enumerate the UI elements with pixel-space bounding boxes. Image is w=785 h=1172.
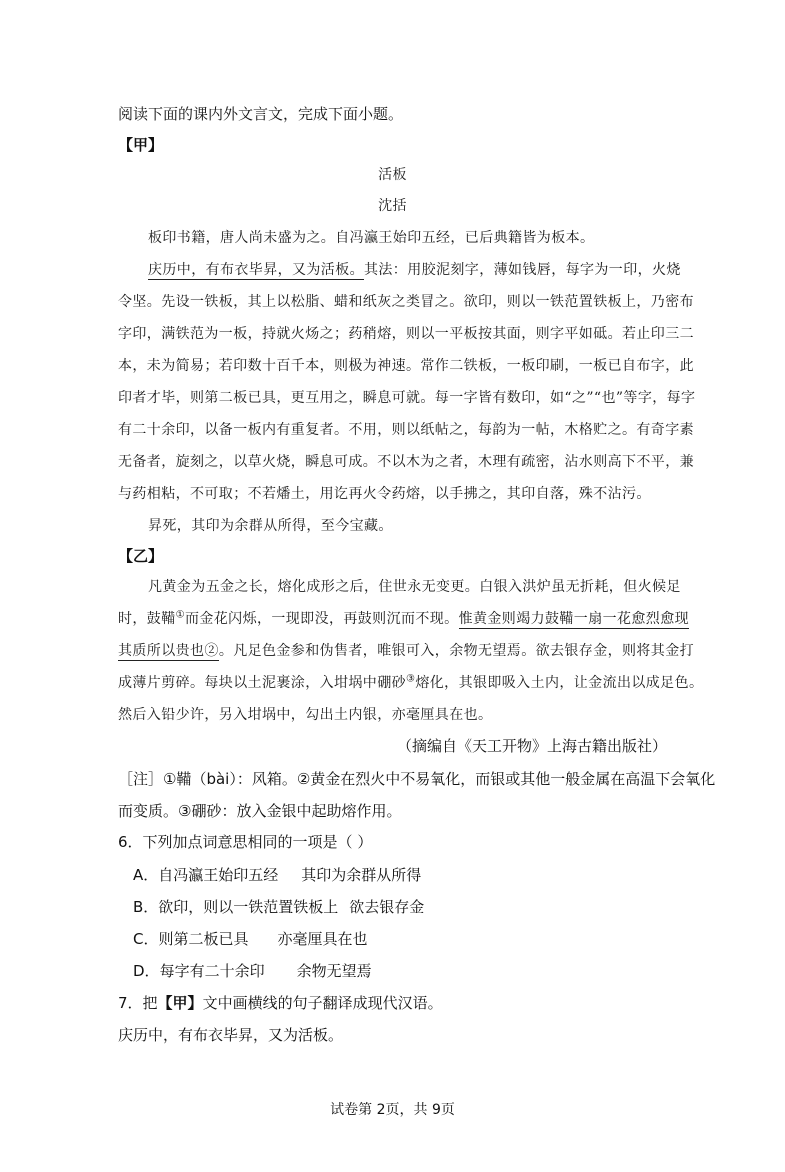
option-c[interactable]: C．则第二板已具 亦毫厘具在也	[133, 930, 368, 948]
passage-a-p2-line2: 令坚。先设一铁板，其上以松脂、蜡和纸灰之类冒之。欲印，则以一铁范置铁板上，乃密布	[118, 294, 694, 310]
question-7-sentence: 庆历中，有布衣毕昇，又为活板。	[118, 1026, 344, 1044]
underlined-sentence: 庆历中，有布衣毕昇，又为活板。	[148, 262, 364, 278]
underlined-sentence-b: 惟黄金则竭力鼓鞴一扇一花愈烈愈现	[458, 611, 689, 627]
notes-line2: 而变质。③硼砂：放入金银中起助熔作用。	[118, 802, 402, 820]
section-b-label: 【乙】	[118, 547, 164, 565]
note-ref-3: ③	[406, 673, 416, 685]
passage-author: 沈括	[378, 198, 407, 214]
source-citation: （摘编自《天工开物》上海古籍出版社）	[396, 737, 667, 755]
passage-b-line2: 时，鼓鞴①而金花闪烁，一现即没，再鼓则沉而不现。惟黄金则竭力鼓鞴一扇一花愈烈愈现	[118, 609, 689, 627]
passage-a-p2-line5: 印者才毕，则第二板已具，更互用之，瞬息可就。每一字皆有数印，如“之”“也”等字，每字	[118, 390, 696, 406]
passage-b-line4: 成薄片剪碎。每块以土泥裹涂，入坩埚中硼砂③熔化，其银即吸入土内，让金流出以成足色。	[118, 673, 704, 691]
instruction: 阅读下面的课内外文言文，完成下面小题。	[118, 105, 404, 123]
passage-b-line3: 其质所以贵也②。凡足色金参和伪售者，唯银可入，余物无望焉。欲去银存金，则将其金打	[118, 643, 695, 659]
option-a[interactable]: A．自冯瀛王始印五经 其印为余群从所得	[133, 866, 422, 884]
section-a-label: 【甲】	[118, 136, 164, 154]
passage-b-line1: 凡黄金为五金之长，熔化成形之后，住世永无变更。白银入洪炉虽无折耗，但火候足	[148, 579, 681, 595]
passage-a-p2-line7: 无备者，旋刻之，以草火烧，瞬息可成。不以木为之者，木理有疏密，沾水则高下不平，兼	[118, 454, 694, 470]
passage-a-p2-line8: 与药相粘，不可取；不若燔土，用讫再火令药熔，以手拂之，其印自落，殊不沾污。	[118, 486, 651, 502]
option-d[interactable]: D．每字有二十余印 余物无望焉	[133, 962, 372, 980]
passage-b-line5: 然后入铅少许，另入坩埚中，勾出土内银，亦毫厘具在也。	[118, 707, 493, 723]
passage-a-p2-line3: 字印，满铁范为一板，持就火炀之；药稍熔，则以一平板按其面，则字平如砥。若止印三二	[118, 326, 694, 342]
passage-a-p3: 昇死，其印为余群从所得，至今宝藏。	[148, 518, 393, 534]
passage-a-p2-line4: 本，未为简易；若印数十百千本，则极为神速。常作二铁板，一板印刷，一板已自布字，此	[118, 358, 694, 374]
passage-a-p2-line1: 庆历中，有布衣毕昇，又为活板。其法：用胶泥刻字，薄如钱唇，每字为一印，火烧	[148, 262, 681, 278]
question-7-stem: 7．把【甲】文中画横线的句子翻译成现代汉语。	[118, 994, 443, 1012]
notes-line1: ［注］①鞴（bài）：风箱。②黄金在烈火中不易氧化，而银或其他一般金属在高温下会氧化	[118, 770, 716, 788]
option-b[interactable]: B．欲印，则以一铁范置铁板上 欲去银存金	[133, 898, 425, 916]
passage-a-p2-line6: 有二十余印，以备一板内有重复者。不用，则以纸帖之，每韵为一帖，木格贮之。有奇字素	[118, 422, 694, 438]
passage-a-p1: 板印书籍，唐人尚未盛为之。自冯瀛王始印五经，已后典籍皆为板本。	[148, 230, 595, 246]
passage-title: 活板	[378, 167, 407, 183]
question-6-stem: 6．下列加点词意思相同的一项是（ ）	[118, 833, 373, 851]
note-ref-2: ②	[204, 643, 219, 659]
note-ref-1: ①	[175, 609, 185, 621]
page-footer: 试卷第 2页，共 9页	[330, 1102, 455, 1118]
